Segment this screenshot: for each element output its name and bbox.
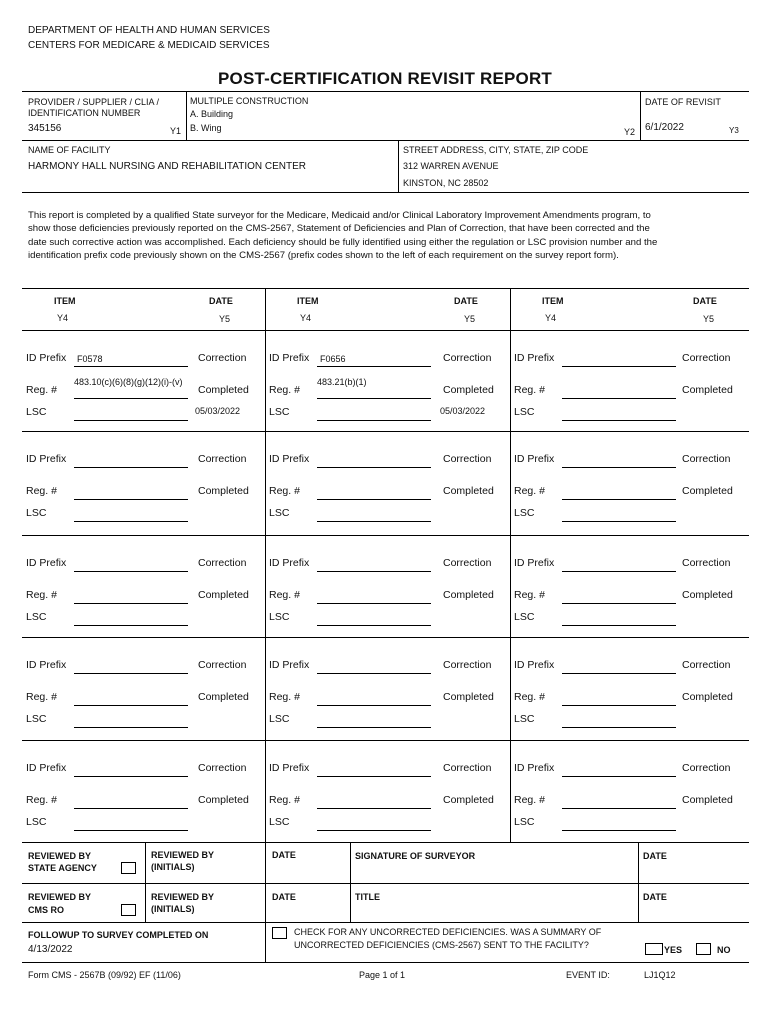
reviewed-state-label-2: STATE AGENCY: [28, 863, 97, 873]
provider-label: PROVIDER / SUPPLIER / CLIA /: [28, 97, 160, 107]
followup-label: FOLLOWUP TO SURVEY COMPLETED ON: [28, 930, 209, 940]
id-prefix-label: ID Prefix: [26, 557, 67, 569]
correction-label: Correction: [198, 352, 247, 364]
completed-label: Completed: [198, 485, 249, 497]
reg-label: Reg. #: [514, 794, 545, 806]
completed-date[interactable]: 05/03/2022: [440, 406, 486, 416]
intro-paragraph: This report is completed by a qualified State surveyor for the Medicare, Medicaid and/or Clinical Laboratory Improvement Amendments program, to show those deficiencies previously reported on the CMS-2567, Statement of Deficiencies and Plan of Correction, that have been corrected and the date such corrective action was accomplished. Each deficiency should be fully identified using either the regulation or LSC provision number and the identification prefix code previously shown on the CMS-2567 (prefix codes shown to the left of each requirement on the survey report form).: [28, 210, 658, 261]
centers-line: CENTERS FOR MEDICARE & MEDICAID SERVICES: [28, 40, 270, 51]
reg-label: Reg. #: [26, 384, 57, 396]
revisit-label: DATE OF REVISIT: [645, 97, 721, 107]
reg-label: Reg. #: [514, 485, 545, 497]
correction-label: Correction: [198, 557, 247, 569]
completed-label: Completed: [198, 384, 249, 396]
reviewed-initials-label-2: (INITIALS): [151, 862, 195, 872]
lsc-label: LSC: [26, 713, 47, 725]
department-line: DEPARTMENT OF HEALTH AND HUMAN SERVICES: [28, 25, 270, 36]
date-code: Y5: [219, 314, 231, 324]
id-prefix-label: ID Prefix: [514, 352, 555, 364]
completed-label: Completed: [682, 485, 733, 497]
signature-label: SIGNATURE OF SURVEYOR: [355, 851, 476, 861]
review-date-label: DATE: [272, 850, 296, 860]
correction-label: Correction: [682, 557, 731, 569]
page-number: Page 1 of 1: [359, 970, 406, 980]
correction-label: Correction: [443, 352, 492, 364]
lsc-label: LSC: [26, 507, 47, 519]
address-city: KINSTON, NC 28502: [403, 178, 489, 188]
date-header: DATE: [209, 296, 233, 306]
cms-date-label: DATE: [272, 892, 296, 902]
signature-date-label: DATE: [643, 851, 667, 861]
reg-label: Reg. #: [514, 589, 545, 601]
reg-label: Reg. #: [514, 691, 545, 703]
date-header: DATE: [454, 296, 478, 306]
id-prefix-label: ID Prefix: [26, 352, 67, 364]
lsc-label: LSC: [514, 713, 535, 725]
provider-number: 345156: [28, 123, 62, 134]
correction-label: Correction: [682, 659, 731, 671]
id-prefix-value[interactable]: F0578: [77, 354, 103, 364]
revisit-date: 6/1/2022: [645, 122, 684, 133]
correction-label: Correction: [198, 659, 247, 671]
id-prefix-label: ID Prefix: [514, 659, 555, 671]
provider-label-2: IDENTIFICATION NUMBER: [28, 108, 141, 118]
lsc-label: LSC: [26, 816, 47, 828]
reg-label: Reg. #: [269, 384, 300, 396]
reg-label: Reg. #: [269, 589, 300, 601]
lsc-label: LSC: [269, 406, 290, 418]
correction-label: Correction: [443, 453, 492, 465]
construction-wing: B. Wing: [190, 123, 222, 133]
reg-label: Reg. #: [269, 794, 300, 806]
lsc-label: LSC: [514, 507, 535, 519]
lsc-label: LSC: [26, 406, 47, 418]
lsc-label: LSC: [269, 611, 290, 623]
check-uncorrected-text: CHECK FOR ANY UNCORRECTED DEFICIENCIES. WAS A SUMMARY OF: [294, 927, 602, 937]
reg-label: Reg. #: [269, 485, 300, 497]
reg-label: Reg. #: [514, 384, 545, 396]
reg-label: Reg. #: [26, 589, 57, 601]
completed-date[interactable]: 05/03/2022: [195, 406, 241, 416]
reviewed-cms-label: REVIEWED BY: [28, 892, 92, 902]
id-prefix-label: ID Prefix: [26, 762, 67, 774]
correction-label: Correction: [198, 762, 247, 774]
state-agency-checkbox[interactable]: [121, 862, 136, 874]
completed-label: Completed: [443, 485, 494, 497]
followup-date: 4/13/2022: [28, 944, 73, 955]
no-checkbox[interactable]: [696, 943, 711, 955]
id-prefix-label: ID Prefix: [514, 762, 555, 774]
reg-label: Reg. #: [26, 485, 57, 497]
id-prefix-label: ID Prefix: [269, 762, 310, 774]
event-id-value: LJ1Q12: [644, 970, 676, 980]
provider-code: Y1: [170, 126, 182, 136]
title-date-label: DATE: [643, 892, 667, 902]
correction-label: Correction: [682, 352, 731, 364]
construction-label: MULTIPLE CONSTRUCTION: [190, 96, 309, 106]
lsc-label: LSC: [269, 816, 290, 828]
id-prefix-label: ID Prefix: [269, 659, 310, 671]
reg-label: Reg. #: [26, 794, 57, 806]
construction-code: Y2: [624, 127, 636, 137]
reg-label: Reg. #: [269, 691, 300, 703]
title-label: TITLE: [355, 892, 380, 902]
id-prefix-label: ID Prefix: [269, 453, 310, 465]
lsc-label: LSC: [514, 816, 535, 828]
completed-label: Completed: [198, 794, 249, 806]
address-street: 312 WARREN AVENUE: [403, 161, 499, 171]
reg-value[interactable]: 483.21(b)(1): [317, 377, 367, 387]
yes-checkbox[interactable]: [645, 943, 663, 955]
completed-label: Completed: [198, 589, 249, 601]
reviewed-state-label: REVIEWED BY: [28, 851, 92, 861]
item-header: ITEM: [542, 296, 564, 306]
correction-label: Correction: [443, 557, 492, 569]
completed-label: Completed: [443, 691, 494, 703]
lsc-label: LSC: [269, 713, 290, 725]
id-prefix-label: ID Prefix: [26, 659, 67, 671]
event-id-label: EVENT ID:: [566, 970, 610, 980]
item-code: Y4: [545, 313, 557, 323]
completed-label: Completed: [682, 794, 733, 806]
reviewed-initials-label: REVIEWED BY: [151, 850, 215, 860]
date-code: Y5: [703, 314, 715, 324]
cms-initials-label-2: (INITIALS): [151, 904, 195, 914]
correction-label: Correction: [682, 453, 731, 465]
id-prefix-label: ID Prefix: [514, 557, 555, 569]
form-title: POST-CERTIFICATION REVISIT REPORT: [217, 69, 553, 88]
facility-name-label: NAME OF FACILITY: [28, 145, 111, 155]
yes-label: YES: [664, 945, 683, 955]
date-header: DATE: [693, 296, 717, 306]
completed-label: Completed: [682, 384, 733, 396]
completed-label: Completed: [682, 589, 733, 601]
correction-label: Correction: [443, 659, 492, 671]
uncorrected-checkbox[interactable]: [272, 927, 287, 939]
completed-label: Completed: [198, 691, 249, 703]
lsc-label: LSC: [514, 406, 535, 418]
lsc-label: LSC: [269, 507, 290, 519]
reg-label: Reg. #: [26, 691, 57, 703]
reviewed-cms-label-2: CMS RO: [28, 905, 64, 915]
completed-label: Completed: [443, 794, 494, 806]
completed-label: Completed: [443, 384, 494, 396]
item-header: ITEM: [297, 296, 319, 306]
correction-label: Correction: [198, 453, 247, 465]
construction-building: A. Building: [190, 109, 234, 119]
id-prefix-label: ID Prefix: [26, 453, 67, 465]
id-prefix-label: ID Prefix: [514, 453, 555, 465]
item-header: ITEM: [54, 296, 76, 306]
id-prefix-value[interactable]: F0656: [320, 354, 346, 364]
completed-label: Completed: [443, 589, 494, 601]
item-code: Y4: [57, 313, 69, 323]
reg-value[interactable]: 483.10(c)(6)(8)(g)(12)(i)-(v): [74, 377, 183, 387]
date-code: Y5: [464, 314, 476, 324]
cms-ro-checkbox[interactable]: [121, 904, 136, 916]
lsc-label: LSC: [514, 611, 535, 623]
check-uncorrected-text-2: UNCORRECTED DEFICIENCIES (CMS-2567) SENT TO THE FACILITY?: [294, 940, 589, 950]
address-label: STREET ADDRESS, CITY, STATE, ZIP CODE: [403, 145, 589, 155]
form-number: Form CMS - 2567B (09/92) EF (11/06): [28, 970, 181, 980]
item-code: Y4: [300, 313, 312, 323]
facility-name: HARMONY HALL NURSING AND REHABILITATION CENTER: [28, 161, 307, 172]
no-label: NO: [717, 945, 731, 955]
id-prefix-label: ID Prefix: [269, 352, 310, 364]
lsc-label: LSC: [26, 611, 47, 623]
completed-label: Completed: [682, 691, 733, 703]
id-prefix-label: ID Prefix: [269, 557, 310, 569]
correction-label: Correction: [443, 762, 492, 774]
correction-label: Correction: [682, 762, 731, 774]
cms-initials-label: REVIEWED BY: [151, 892, 215, 902]
revisit-code: Y3: [729, 126, 739, 135]
